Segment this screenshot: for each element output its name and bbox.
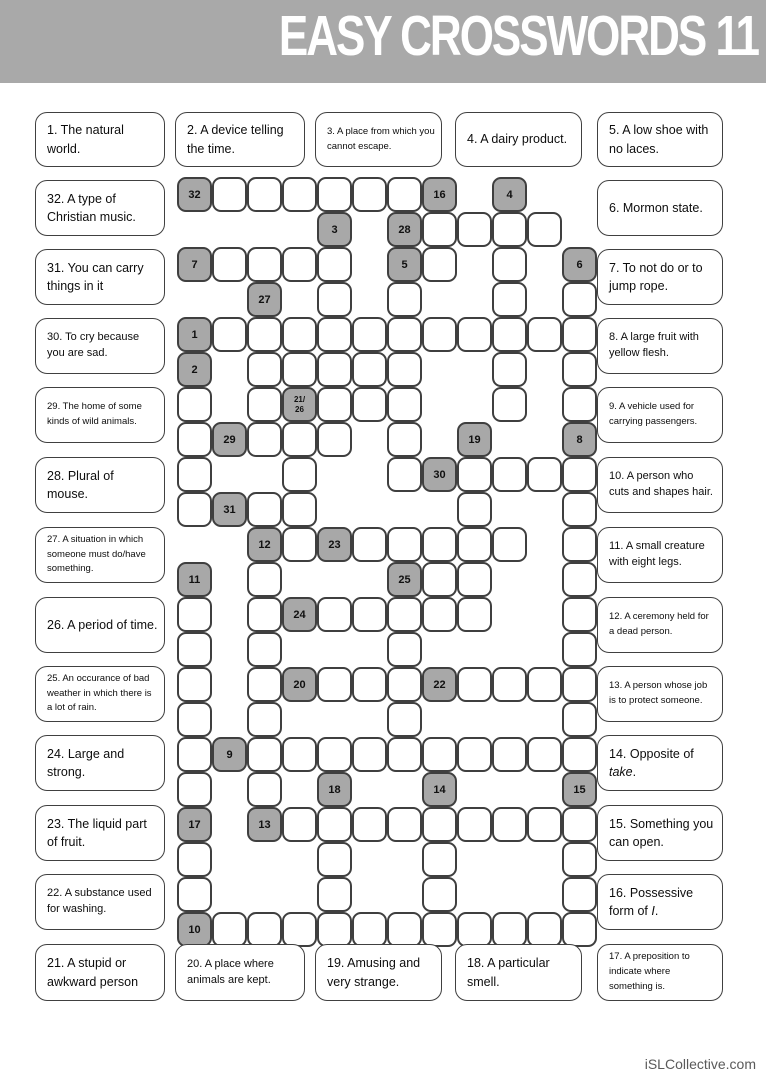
clue-text-31: 31. You can carry things in it xyxy=(47,260,144,293)
grid-cell-numbered-18: 18 xyxy=(317,772,352,807)
grid-cell[interactable] xyxy=(352,527,387,562)
grid-cell[interactable] xyxy=(177,737,212,772)
clue-text-8: 8. A large fruit with yellow flesh. xyxy=(609,331,699,359)
grid-cell[interactable] xyxy=(177,842,212,877)
grid-cell[interactable] xyxy=(247,422,282,457)
grid-cell[interactable] xyxy=(212,317,247,352)
clue-box-1 xyxy=(35,112,165,167)
grid-cell[interactable] xyxy=(422,842,457,877)
grid-cell[interactable] xyxy=(247,772,282,807)
grid-cell-numbered-11: 11 xyxy=(177,562,212,597)
clue-text-16: 16. Possessive form of I. xyxy=(609,885,694,918)
grid-cell[interactable] xyxy=(562,877,597,912)
clue-box-23 xyxy=(35,805,165,861)
grid-cell[interactable] xyxy=(177,667,212,702)
clue-box-7 xyxy=(597,249,723,305)
clue-text-9: 9. A vehicle used for carrying passengers. xyxy=(609,401,698,427)
grid-cell[interactable] xyxy=(352,597,387,632)
grid-cell-numbered-21-26 xyxy=(282,387,317,422)
grid-cell-numbered-9: 9 xyxy=(212,737,247,772)
grid-cell-numbered-4: 4 xyxy=(492,177,527,212)
clue-text-23: 23. The liquid part of fruit. xyxy=(47,816,147,849)
grid-cell[interactable] xyxy=(282,177,317,212)
grid-cell[interactable] xyxy=(247,387,282,422)
grid-cell-numbered-19: 19 xyxy=(457,422,492,457)
grid-cell[interactable] xyxy=(492,212,527,247)
grid-cell-numbered-10: 10 xyxy=(177,912,212,947)
grid-cell[interactable] xyxy=(177,492,212,527)
grid-cell-numbered-27: 27 xyxy=(247,282,282,317)
grid-cell[interactable] xyxy=(457,807,492,842)
clue-text-10: 10. A person who cuts and shapes hair. xyxy=(609,470,713,498)
clue-box-20 xyxy=(175,944,305,1001)
grid-cell[interactable] xyxy=(387,352,422,387)
grid-cell-numbered-7: 7 xyxy=(177,247,212,282)
grid-cell-numbered-30: 30 xyxy=(422,457,457,492)
grid-cell[interactable] xyxy=(387,912,422,947)
grid-cell[interactable] xyxy=(562,387,597,422)
grid-cell-numbered-13: 13 xyxy=(247,807,282,842)
clue-box-13 xyxy=(597,666,723,722)
clue-text-20: 20. A place where animals are kept. xyxy=(187,957,274,986)
grid-cell[interactable] xyxy=(282,317,317,352)
grid-cell[interactable] xyxy=(562,282,597,317)
grid-cell-numbered-17: 17 xyxy=(177,807,212,842)
grid-cell-numbered-25: 25 xyxy=(387,562,422,597)
grid-cell[interactable] xyxy=(457,492,492,527)
grid-cell[interactable] xyxy=(282,247,317,282)
grid-cell[interactable] xyxy=(282,352,317,387)
grid-cell[interactable] xyxy=(317,422,352,457)
clue-text-24: 24. Large and strong. xyxy=(47,746,125,779)
clue-box-8 xyxy=(597,318,723,374)
clue-text-11: 11. A small creature with eight legs. xyxy=(609,540,705,568)
grid-cell[interactable] xyxy=(352,667,387,702)
grid-cell[interactable] xyxy=(562,317,597,352)
clue-box-4 xyxy=(455,112,582,167)
grid-cell[interactable] xyxy=(457,667,492,702)
grid-cell[interactable] xyxy=(352,912,387,947)
grid-cell-numbered-15: 15 xyxy=(562,772,597,807)
clue-box-24 xyxy=(35,735,165,791)
clue-text-14: 14. Opposite of take. xyxy=(609,746,694,779)
grid-cell[interactable] xyxy=(212,177,247,212)
grid-cell[interactable] xyxy=(352,317,387,352)
grid-cell[interactable] xyxy=(492,352,527,387)
clue-box-26 xyxy=(35,597,165,653)
clue-box-3 xyxy=(315,112,442,167)
grid-cell[interactable] xyxy=(457,737,492,772)
clue-text-3: 3. A place from which you cannot escape. xyxy=(327,125,435,152)
grid-cell[interactable] xyxy=(562,842,597,877)
grid-cell[interactable] xyxy=(562,912,597,947)
grid-cell[interactable] xyxy=(562,562,597,597)
clue-box-14 xyxy=(597,735,723,791)
clue-box-10 xyxy=(597,457,723,513)
grid-cell-numbered-29: 29 xyxy=(212,422,247,457)
grid-cell[interactable] xyxy=(562,457,597,492)
clue-text-25: 25. An occurance of bad weather in which there is a lot of rain. xyxy=(47,672,152,714)
clue-box-19 xyxy=(315,944,442,1001)
grid-cell[interactable] xyxy=(492,247,527,282)
clue-text-12: 12. A ceremony held for a dead person. xyxy=(609,611,709,637)
grid-cell-numbered-32: 32 xyxy=(177,177,212,212)
header-banner xyxy=(0,0,766,83)
clue-text-32: 32. A type of Christian music. xyxy=(47,191,136,224)
grid-cell[interactable] xyxy=(422,737,457,772)
grid-cell[interactable] xyxy=(352,807,387,842)
grid-cell[interactable] xyxy=(282,807,317,842)
grid-cell[interactable] xyxy=(177,387,212,422)
grid-cell[interactable] xyxy=(317,597,352,632)
grid-cell-numbered-14: 14 xyxy=(422,772,457,807)
grid-cell[interactable] xyxy=(387,807,422,842)
grid-cell[interactable] xyxy=(387,387,422,422)
grid-cell[interactable] xyxy=(457,597,492,632)
grid-cell[interactable] xyxy=(492,282,527,317)
grid-cell-numbered-24: 24 xyxy=(282,597,317,632)
grid-cell[interactable] xyxy=(527,212,562,247)
grid-cell[interactable] xyxy=(317,737,352,772)
clue-text-4: 4. A dairy product. xyxy=(467,132,568,147)
page-title: EASY CROSSWORDS 11 xyxy=(278,5,758,68)
clue-text-15: 15. Something you can open. xyxy=(609,816,714,849)
grid-cell[interactable] xyxy=(282,457,317,492)
grid-cell[interactable] xyxy=(422,317,457,352)
grid-cell[interactable] xyxy=(247,317,282,352)
clue-box-32 xyxy=(35,180,165,236)
clue-text-26: 26. A period of time. xyxy=(47,617,158,632)
grid-cell[interactable] xyxy=(422,562,457,597)
grid-cell-numbered-28: 28 xyxy=(387,212,422,247)
clue-text-2: 2. A device telling the time. xyxy=(187,123,284,156)
clue-box-21 xyxy=(35,944,165,1001)
clue-text-7: 7. To not do or to jump rope. xyxy=(609,260,703,293)
grid-cell[interactable] xyxy=(177,597,212,632)
grid-cell[interactable] xyxy=(177,632,212,667)
grid-cell-numbered-2: 2 xyxy=(177,352,212,387)
grid-cell[interactable] xyxy=(422,807,457,842)
grid-cell[interactable] xyxy=(177,702,212,737)
grid-cell[interactable] xyxy=(457,212,492,247)
grid-cell[interactable] xyxy=(527,737,562,772)
grid-cell[interactable] xyxy=(247,492,282,527)
grid-cell[interactable] xyxy=(352,387,387,422)
grid-cell[interactable] xyxy=(562,667,597,702)
grid-cell[interactable] xyxy=(492,317,527,352)
grid-cell[interactable] xyxy=(527,807,562,842)
grid-cell[interactable] xyxy=(317,807,352,842)
grid-cell[interactable] xyxy=(387,702,422,737)
grid-cell[interactable] xyxy=(177,877,212,912)
grid-cell[interactable] xyxy=(492,387,527,422)
grid-cell[interactable] xyxy=(247,247,282,282)
grid-cell[interactable] xyxy=(527,912,562,947)
clue-box-29 xyxy=(35,387,165,443)
clue-box-18 xyxy=(455,944,582,1001)
grid-cell[interactable] xyxy=(247,352,282,387)
clue-text-29: 29. The home of some kinds of wild animals. xyxy=(47,401,142,427)
clue-box-15 xyxy=(597,805,723,861)
grid-cell[interactable] xyxy=(282,737,317,772)
grid-cell[interactable] xyxy=(562,352,597,387)
clue-text-18: 18. A particular smell. xyxy=(467,956,550,989)
grid-cell[interactable] xyxy=(247,702,282,737)
clue-text-1: 1. The natural world. xyxy=(47,123,124,156)
grid-cell[interactable] xyxy=(492,807,527,842)
grid-cell[interactable] xyxy=(562,597,597,632)
grid-cell[interactable] xyxy=(282,527,317,562)
clue-text-5: 5. A low shoe with no laces. xyxy=(609,123,709,156)
grid-cell[interactable] xyxy=(387,597,422,632)
grid-cell[interactable] xyxy=(247,597,282,632)
grid-cell-numbered-12: 12 xyxy=(247,527,282,562)
grid-cell[interactable] xyxy=(317,667,352,702)
grid-cell-numbered-3: 3 xyxy=(317,212,352,247)
clue-text-27: 27. A situation in which someone must do/have something. xyxy=(47,533,146,575)
grid-cell[interactable] xyxy=(352,352,387,387)
grid-cell[interactable] xyxy=(422,877,457,912)
clue-text-22: 22. A substance used for washing. xyxy=(47,887,152,915)
grid-cell-numbered-23: 23 xyxy=(317,527,352,562)
grid-cell[interactable] xyxy=(457,912,492,947)
grid-cell[interactable] xyxy=(317,352,352,387)
clue-box-30 xyxy=(35,318,165,374)
grid-cell[interactable] xyxy=(562,702,597,737)
grid-cell[interactable] xyxy=(387,737,422,772)
grid-cell[interactable] xyxy=(177,772,212,807)
grid-cell[interactable] xyxy=(457,527,492,562)
clue-text-19: 19. Amusing and very strange. xyxy=(327,956,421,989)
grid-cell[interactable] xyxy=(247,632,282,667)
grid-cell[interactable] xyxy=(317,842,352,877)
clue-text-28: 28. Plural of mouse. xyxy=(47,468,114,501)
grid-cell[interactable] xyxy=(352,177,387,212)
grid-cell[interactable] xyxy=(457,457,492,492)
clue-box-11 xyxy=(597,527,723,583)
grid-cell[interactable] xyxy=(247,737,282,772)
grid-cell[interactable] xyxy=(492,457,527,492)
grid-cell[interactable] xyxy=(457,562,492,597)
grid-cell-numbered-31: 31 xyxy=(212,492,247,527)
grid-cell-numbered-5: 5 xyxy=(387,247,422,282)
watermark: iSLCollective.com xyxy=(644,1056,756,1072)
grid-cell[interactable] xyxy=(387,527,422,562)
grid-cell-numbered-8: 8 xyxy=(562,422,597,457)
grid-cell[interactable] xyxy=(212,912,247,947)
clue-text-21: 21. A stupid or awkward person xyxy=(47,956,139,989)
grid-cell-numbered-20: 20 xyxy=(282,667,317,702)
grid-cell-numbered-16: 16 xyxy=(422,177,457,212)
clue-text-6: 6. Mormon state. xyxy=(609,200,703,215)
clue-text-17: 17. A preposition to indicate where something is. xyxy=(609,951,690,992)
grid-cell[interactable] xyxy=(422,212,457,247)
grid-cell[interactable] xyxy=(387,282,422,317)
clue-text-30: 30. To cry because you are sad. xyxy=(47,331,140,359)
grid-cell-numbered-1: 1 xyxy=(177,317,212,352)
clue-box-12 xyxy=(597,597,723,653)
grid-cell-number: 21/ 26 xyxy=(293,395,306,414)
grid-cell[interactable] xyxy=(387,667,422,702)
clue-box-25 xyxy=(35,666,165,722)
clue-box-6 xyxy=(597,180,723,236)
grid-cell[interactable] xyxy=(317,247,352,282)
grid-cell[interactable] xyxy=(282,422,317,457)
grid-cell[interactable] xyxy=(562,492,597,527)
grid-cell[interactable] xyxy=(352,737,387,772)
grid-cell[interactable] xyxy=(282,492,317,527)
clue-text-13: 13. A person whose job is to protect someone. xyxy=(609,680,708,706)
clue-box-28 xyxy=(35,457,165,513)
grid-cell[interactable] xyxy=(247,177,282,212)
grid-cell[interactable] xyxy=(562,527,597,562)
grid-cell[interactable] xyxy=(387,177,422,212)
grid-cell[interactable] xyxy=(492,527,527,562)
grid-cell[interactable] xyxy=(527,667,562,702)
grid-cell[interactable] xyxy=(492,912,527,947)
grid-cell[interactable] xyxy=(422,247,457,282)
grid-cell[interactable] xyxy=(527,317,562,352)
grid-cell[interactable] xyxy=(422,597,457,632)
grid-cell[interactable] xyxy=(177,422,212,457)
grid-cell-numbered-22: 22 xyxy=(422,667,457,702)
grid-cell[interactable] xyxy=(457,317,492,352)
clue-box-27 xyxy=(35,527,165,583)
grid-cell[interactable] xyxy=(527,457,562,492)
grid-cell[interactable] xyxy=(317,282,352,317)
grid-cell[interactable] xyxy=(247,562,282,597)
grid-cell[interactable] xyxy=(562,737,597,772)
clue-box-9 xyxy=(597,387,723,443)
grid-cell[interactable] xyxy=(492,737,527,772)
grid-cell-numbered-6: 6 xyxy=(562,247,597,282)
clue-box-22 xyxy=(35,874,165,930)
grid-cell[interactable] xyxy=(212,247,247,282)
grid-cell[interactable] xyxy=(422,912,457,947)
clue-box-17 xyxy=(597,944,723,1001)
grid-cell[interactable] xyxy=(387,422,422,457)
clue-box-2 xyxy=(175,112,305,167)
grid-cell[interactable] xyxy=(387,457,422,492)
grid-cell[interactable] xyxy=(492,667,527,702)
grid-cell[interactable] xyxy=(317,912,352,947)
grid-cell[interactable] xyxy=(422,527,457,562)
grid-cell[interactable] xyxy=(177,457,212,492)
crossword-grid xyxy=(177,177,598,948)
grid-cell[interactable] xyxy=(247,667,282,702)
grid-cell[interactable] xyxy=(317,877,352,912)
grid-cell[interactable] xyxy=(387,632,422,667)
grid-cell[interactable] xyxy=(282,912,317,947)
clue-box-16 xyxy=(597,874,723,930)
clue-box-31 xyxy=(35,249,165,305)
grid-cell[interactable] xyxy=(562,807,597,842)
grid-cell[interactable] xyxy=(387,317,422,352)
clue-box-5 xyxy=(597,112,723,167)
grid-cell[interactable] xyxy=(247,912,282,947)
grid-cell[interactable] xyxy=(317,317,352,352)
grid-cell[interactable] xyxy=(317,177,352,212)
grid-cell[interactable] xyxy=(317,387,352,422)
grid-cell[interactable] xyxy=(562,632,597,667)
